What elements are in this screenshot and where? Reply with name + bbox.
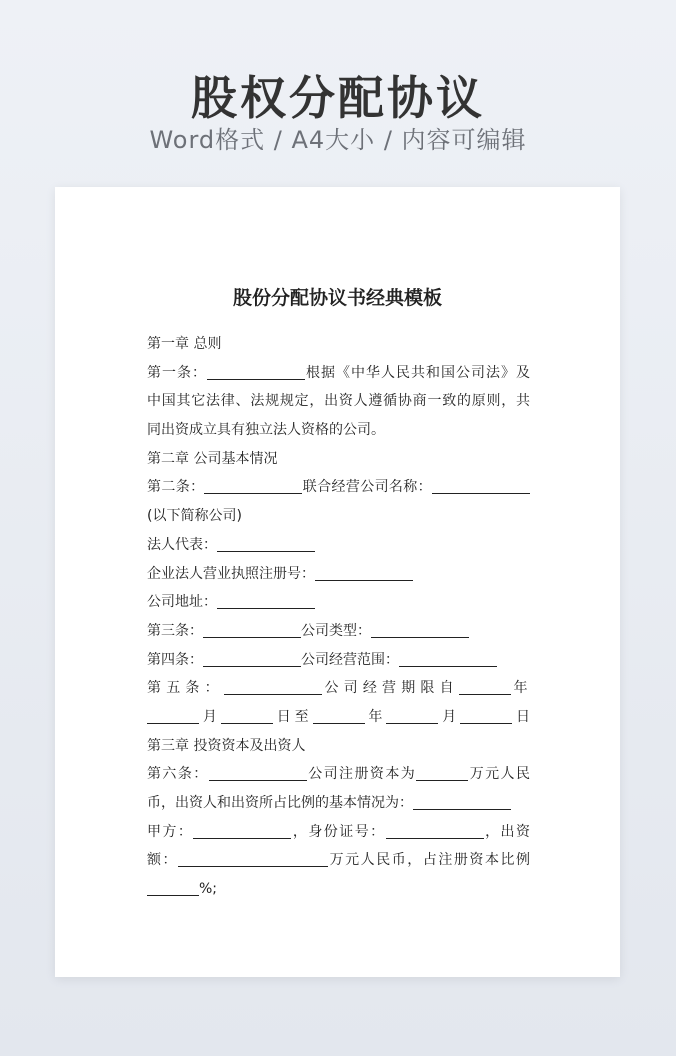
blank-field[interactable]: [204, 477, 302, 494]
article-1-line-3: 同出资成立具有独立法人资格的公司。: [147, 422, 385, 439]
blank-field[interactable]: [371, 621, 469, 638]
banner-subtitle: Word格式 / A4大小 / 内容可编辑: [149, 126, 527, 154]
blank-field[interactable]: [386, 822, 484, 839]
article-6-line-3: 甲方： ，身份证号： ，出资: [147, 823, 531, 840]
blank-field[interactable]: [459, 678, 511, 695]
chapter-2-heading: 第二章 公司基本情况: [147, 450, 278, 467]
article-3: 第三条： 公司类型：: [147, 617, 530, 646]
document-page: [55, 187, 620, 977]
blank-field[interactable]: [399, 650, 497, 667]
company-address: 公司地址：: [147, 588, 530, 617]
blank-field[interactable]: [413, 793, 511, 810]
article-4: 第四条： 公司经营范围：: [147, 646, 530, 675]
article-6-line-4: 额： 万元人民币，占注册资本比例: [147, 852, 531, 869]
blank-field[interactable]: [315, 564, 413, 581]
chapter-1-heading: 第一章 总则: [147, 336, 222, 352]
blank-field[interactable]: [178, 850, 276, 867]
document-body: [147, 330, 530, 904]
blank-field[interactable]: [193, 822, 291, 839]
article-6-line-1: 第六条： 公司注册资本为 万元人民: [147, 766, 530, 783]
blank-field[interactable]: [276, 850, 328, 867]
blank-field[interactable]: [217, 592, 315, 609]
article-1-line-1: 第一条： 根据《中华人民共和国公司法》及: [147, 364, 530, 381]
registration-number: 企业法人营业执照注册号：: [147, 560, 530, 589]
blank-field[interactable]: [203, 621, 301, 638]
article-5-line-2: 月 日至 年 月 日: [147, 703, 530, 732]
blank-field[interactable]: [386, 707, 438, 724]
chapter-3-heading: 第三章 投资资本及出资人: [147, 737, 306, 754]
blank-field[interactable]: [221, 707, 273, 724]
article-6-line-5: %;: [147, 875, 530, 904]
banner-title: 股权分配协议: [191, 71, 485, 125]
article-5-line-1: 第五条： 公司经营期限自 年: [147, 680, 531, 697]
blank-field[interactable]: [224, 678, 322, 695]
blank-field[interactable]: [460, 707, 512, 724]
article-2-line-2: (以下简称公司): [147, 508, 242, 525]
legal-representative: 法人代表：: [147, 531, 530, 560]
blank-field[interactable]: [209, 764, 307, 781]
blank-field[interactable]: [207, 363, 305, 380]
blank-field[interactable]: [416, 764, 468, 781]
article-1-line-2: 中国其它法律、法规规定，出资人遵循协商一致的原则，共: [147, 393, 530, 410]
document-title: 股份分配协议书经典模板: [232, 287, 442, 309]
blank-field[interactable]: [432, 477, 530, 494]
blank-field[interactable]: [313, 707, 365, 724]
article-2-line-1: 第二条： 联合经营公司名称：: [147, 473, 530, 502]
blank-field[interactable]: [147, 707, 199, 724]
article-6-line-2: 币，出资人和出资所占比例的基本情况为：: [147, 789, 530, 818]
blank-field[interactable]: [217, 535, 315, 552]
blank-field[interactable]: [203, 650, 301, 667]
blank-field[interactable]: [147, 879, 199, 896]
